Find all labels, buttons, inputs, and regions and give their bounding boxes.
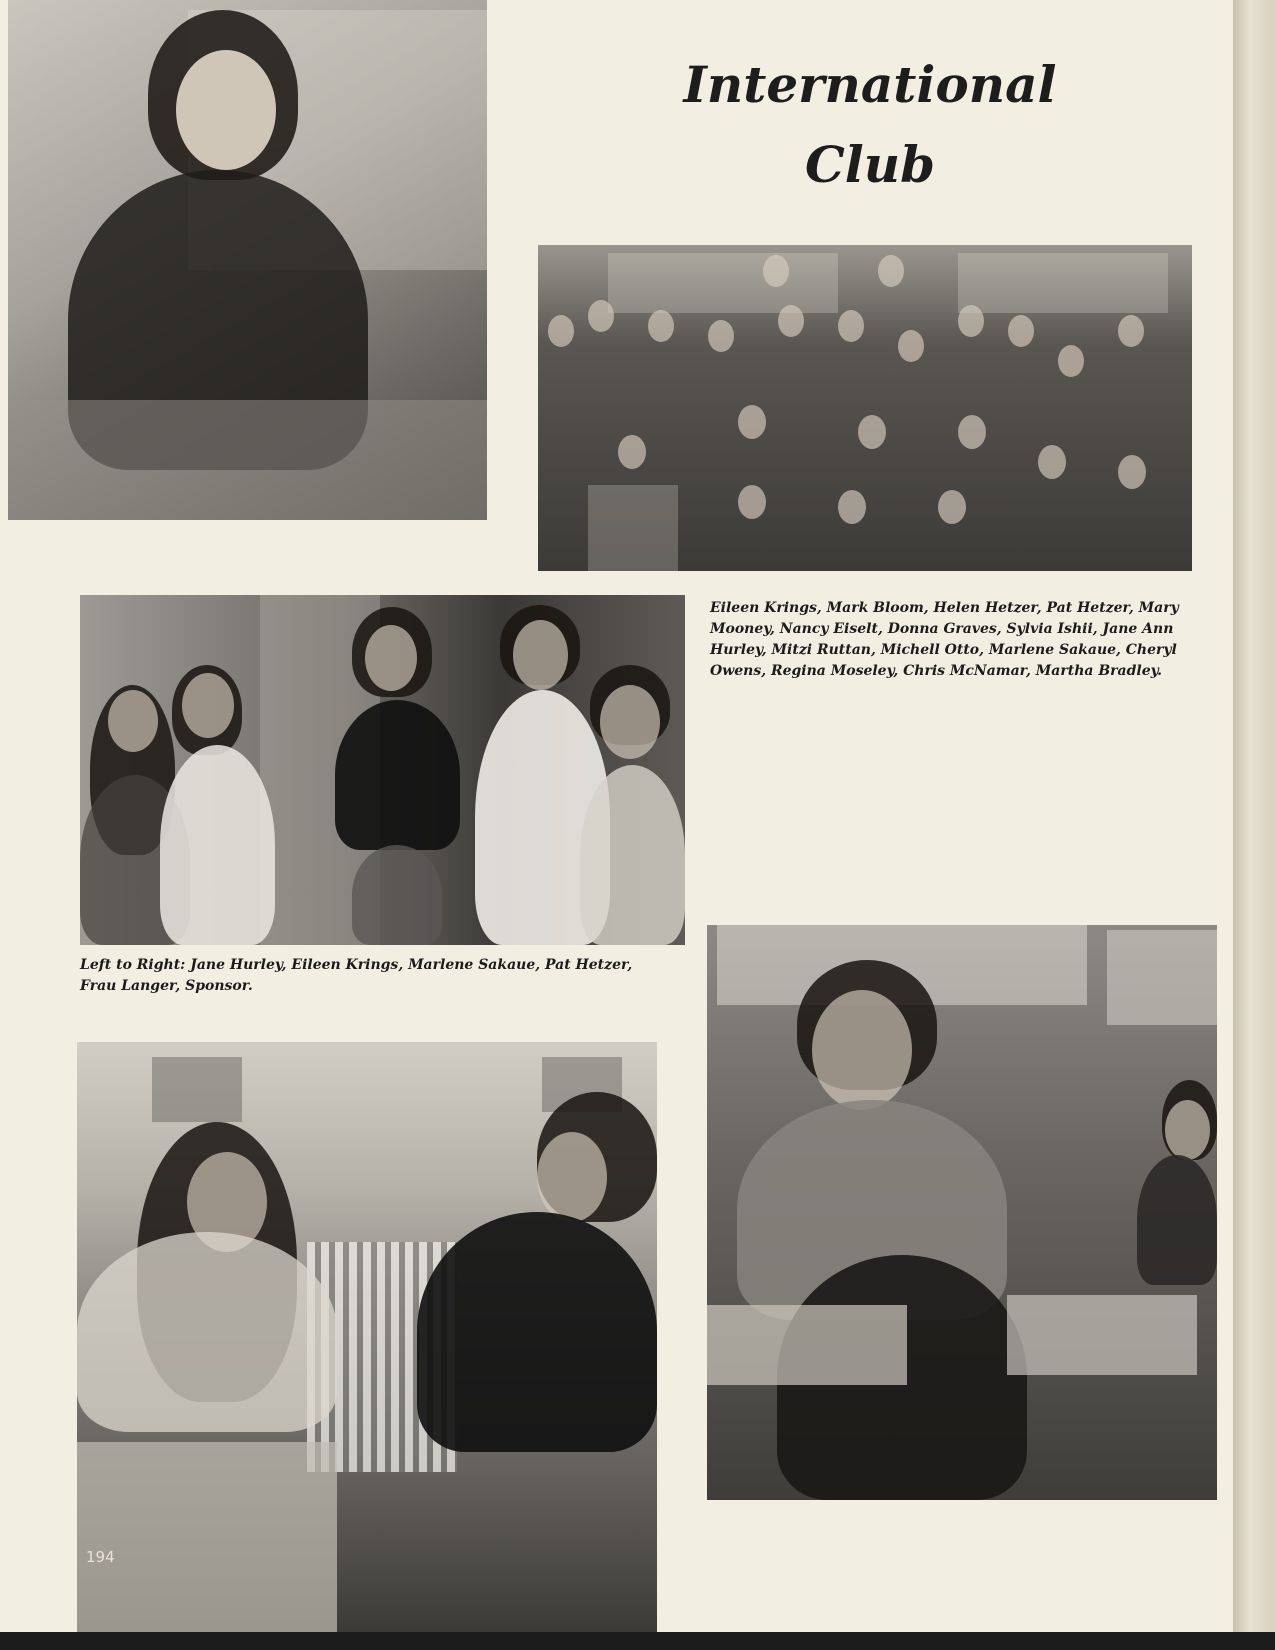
five-members-photo — [80, 595, 685, 945]
portrait-photo — [8, 0, 487, 520]
group-photo — [538, 245, 1192, 571]
page-title-line-2: Club — [804, 135, 936, 194]
group-photo-caption: Eileen Krings, Mark Bloom, Helen Hetzer, Pat Hetzer, Mary Mooney, Nancy Eiselt, Donna Graves, Sylvia Ishii, Jane Ann Hurley, Mitzi Ruttan, Michell Otto, Marlene Sakaue, Cheryl Owens, Regina Moseley, Chris McNamar, Martha Bradley. — [710, 600, 1179, 679]
student-desk-photo — [707, 925, 1217, 1500]
page-title-line-1: International — [683, 55, 1057, 114]
five-members-caption: Left to Right: Jane Hurley, Eileen Krings, Marlene Sakaue, Pat Hetzer, Frau Langer, Sponsor. — [80, 957, 633, 994]
page-bottom-edge — [0, 1632, 1275, 1650]
book-spine-edge — [1233, 0, 1275, 1650]
students-writing-photo — [77, 1042, 657, 1632]
page-number: 194 — [86, 1548, 115, 1566]
